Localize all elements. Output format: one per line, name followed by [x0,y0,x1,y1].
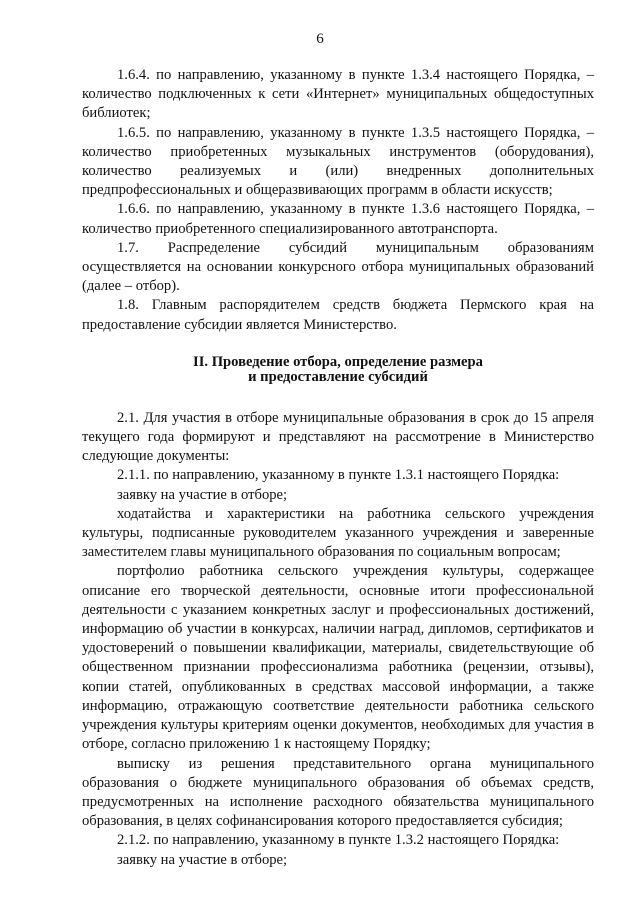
document-body [82,66,594,870]
list-item-petitions: ходатайства и характеристики на работника сельского учреждения культуры, подписанные руководителем указанного учреждения и заверенные заместителем главы муниципального образования по социальным вопросам; [82,505,594,561]
paragraph-1-6-4: 1.6.4. по направлению, указанному в пункте 1.3.4 настоящего Порядка, – количество подключенных к сети «Интернет» муниципальных общедоступных библиотек; [82,67,594,122]
list-item-application-2: заявку на участие в отборе; [117,851,288,868]
paragraph-1-6-6: 1.6.6. по направлению, указанному в пункте 1.3.6 настоящего Порядка, – количество приобретенного специализированного автотранспорта. [82,201,594,237]
section-heading-line-1: II. Проведение отбора, определение размера [193,353,483,370]
page-number: 6 [316,31,324,47]
list-item-portfolio: портфолио работника сельского учреждения культуры, содержащее описание его творческой деятельности, основные итоги профессиональной деятельности с указанием конкретных заслуг и профессиональных достижений, информацию об участии в конкурсах, наличии наград, дипломов, сертификатов и удостоверений о повышении квалификации, материалы, свидетельствующие об общественном признании профессионализма работника (рецензии, отзывы), копии статей, опубликованных в средствах массовой информации, а также информацию, отражающую соответствие деятельности работника сельского учреждения культуры критериям оценки документов, необходимых для участия в отборе, согласно приложению 1 к настоящему Порядку; [82,563,594,753]
section-heading-line-2: и предоставление субсидий [248,368,428,385]
paragraph-2-1-1: 2.1.1. по направлению, указанному в пункте 1.3.1 настоящего Порядка: [117,467,560,484]
list-item-application: заявку на участие в отборе; [117,486,288,503]
paragraph-1-6-5: 1.6.5. по направлению, указанному в пункте 1.3.5 настоящего Порядка, – количество приобретенных музыкальных инструментов (оборудования), количество реализуемых и (или) внедренных дополнительных предпрофессиональных и общеразвивающих программ в области искусств; [82,124,594,199]
paragraph-1-7: 1.7. Распределение субсидий муниципальным образованиям осуществляется на основании конкурсного отбора муниципальных образований (далее – отбор). [82,239,594,295]
section-heading [82,355,594,385]
list-item-budget-extract: выписку из решения представительного органа муниципального образования о бюджете муниципального образования об объемах средств, предусмотренных на исполнение расходного обязательства муниципального образования, в целях софинансирования которого предоставляется субсидия; [82,755,594,830]
paragraph-2-1: 2.1. Для участия в отборе муниципальные образования в срок до 15 апреля текущего года формируют и представляют на рассмотрение в Министерство следующие документы: [82,409,594,465]
paragraph-2-1-2: 2.1.2. по направлению, указанному в пункте 1.3.2 настоящего Порядка: [117,832,560,849]
paragraph-1-8: 1.8. Главным распорядителем средств бюджета Пермского края на предоставление субсидии является Министерство. [82,297,594,333]
